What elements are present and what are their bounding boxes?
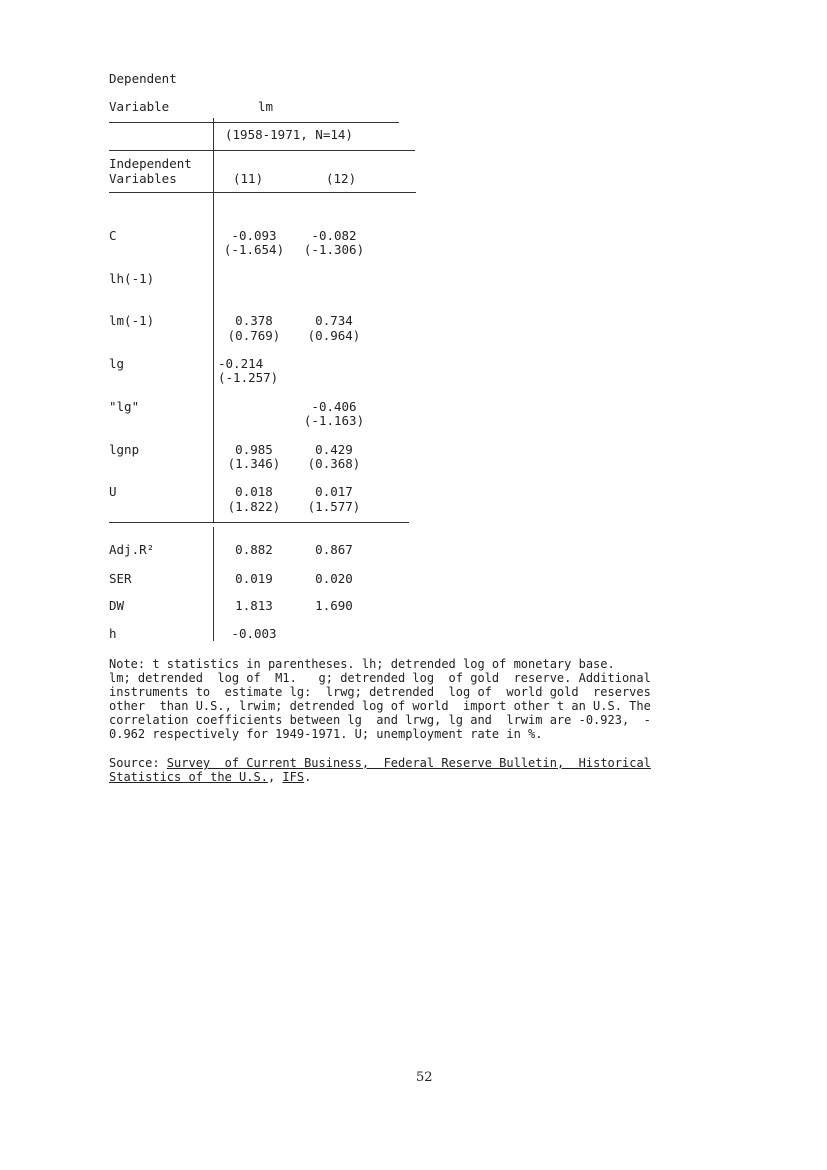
rule-stats (109, 522, 409, 523)
stat-12: 1.690 (315, 598, 353, 613)
coef-12: 0.429 (315, 442, 353, 457)
stat-12: 0.020 (315, 571, 353, 586)
stat-11: 0.882 (235, 542, 273, 557)
dependent-label: Dependent (109, 71, 177, 86)
note-line: lm; detrended log of M1. g; detrended log of gold reserve. Additional (109, 671, 651, 685)
source-separator: , (267, 770, 283, 784)
source-line-2 (109, 770, 311, 784)
stat-12: 0.867 (315, 542, 353, 557)
source-ifs: IFS (282, 770, 305, 784)
coef-11: 0.018 (235, 484, 273, 499)
stat-label: Adj.R² (109, 542, 155, 557)
independent-variables-label: Variables (109, 171, 177, 186)
note-line: instruments to estimate lg: lrwg; detrended log of world gold reserves (109, 685, 651, 699)
tstat-11: (1.346) (227, 456, 281, 471)
column-divider (213, 118, 214, 522)
sample-period: (1958-1971, N=14) (225, 127, 353, 142)
page-number: 52 (416, 1070, 433, 1085)
rule-header (109, 192, 416, 193)
row-label: lm(-1) (109, 313, 155, 328)
coef-12: 0.734 (315, 313, 353, 328)
tstat-12: (1.577) (307, 499, 361, 514)
row-label: U (109, 484, 117, 499)
tstat-12: (0.368) (307, 456, 361, 471)
coef-11: -0.214 (218, 356, 264, 371)
stat-11: 0.019 (235, 571, 273, 586)
independent-label: Independent (109, 156, 192, 171)
coef-11: 0.985 (235, 442, 273, 457)
source-separator: , (361, 756, 384, 770)
source-prefix: Source: (109, 756, 167, 770)
coef-12: -0.082 (311, 228, 357, 243)
source-line-1 (109, 756, 651, 770)
dependent-variable: lm (258, 99, 274, 114)
stat-label: h (109, 626, 117, 641)
stat-11: -0.003 (231, 626, 277, 641)
variable-label: Variable (109, 99, 170, 114)
note-line: 0.962 respectively for 1949-1971. U; unemployment rate in %. (109, 727, 543, 741)
source-statistics: Statistics of the U.S. (109, 770, 268, 784)
row-label: lg (109, 356, 125, 371)
source-historical: Historical (578, 756, 651, 770)
stat-label: DW (109, 598, 125, 613)
note-line: correlation coefficients between lg and lrwg, lg and lrwim are -0.923, - (109, 713, 651, 727)
coef-12: 0.017 (315, 484, 353, 499)
coef-11: -0.093 (231, 228, 277, 243)
row-label: lh(-1) (109, 271, 155, 286)
source-survey: Survey of Current Business (166, 756, 362, 770)
note-line: Note: t statistics in parentheses. lh; detrended log of monetary base. (109, 657, 615, 671)
tstat-12: (0.964) (307, 328, 361, 343)
tstat-11: (0.769) (227, 328, 281, 343)
tstat-11: (-1.257) (218, 370, 279, 385)
stat-11: 1.813 (235, 598, 273, 613)
source-separator: , (556, 756, 579, 770)
column-header-11: (11) (233, 171, 264, 186)
coef-12: -0.406 (311, 399, 357, 414)
source-suffix: . (304, 770, 312, 784)
source-bulletin: Federal Reserve Bulletin (383, 756, 557, 770)
tstat-11: (-1.654) (223, 242, 285, 257)
note-line: other than U.S., lrwim; detrended log of world import other t an U.S. The (109, 699, 651, 713)
column-header-12: (12) (326, 171, 357, 186)
stat-label: SER (109, 571, 132, 586)
tstat-12: (-1.163) (303, 413, 365, 428)
rule-top (109, 122, 399, 123)
coef-11: 0.378 (235, 313, 273, 328)
column-divider-stats (213, 527, 214, 641)
rule-period (109, 150, 415, 151)
tstat-11: (1.822) (227, 499, 281, 514)
row-label: "lg" (109, 399, 140, 414)
row-label: C (109, 228, 117, 243)
row-label: lgnp (109, 442, 140, 457)
tstat-12: (-1.306) (303, 242, 365, 257)
